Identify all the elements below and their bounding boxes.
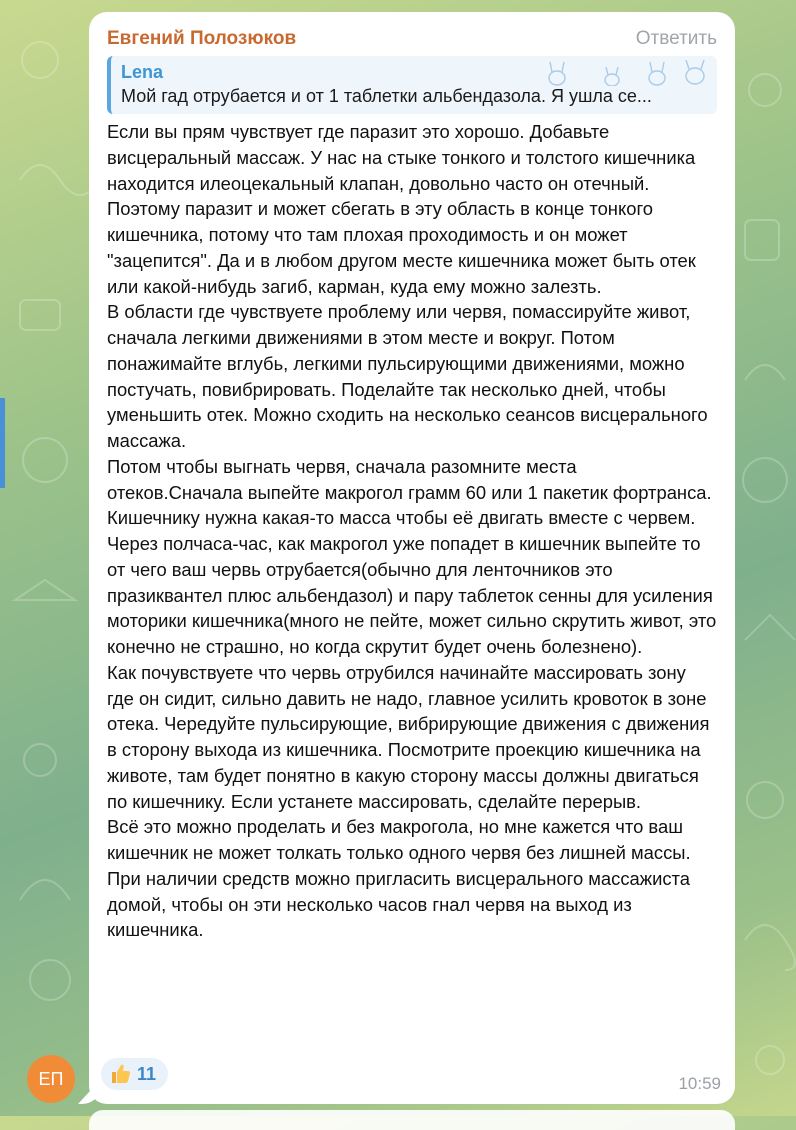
bunny-pattern-icon [537, 60, 707, 86]
message-paragraph: В области где чувствуете проблему или червя, помассируйте живот, сначала легкими движениями в этом месте и вокруг. Потом понажимайте вглубь, легкими пульсирующими движениями, можно постучать, повибрировать. Поделайте так несколько дней, чтобы уменьшить отек. Можно сходить на несколько сеансов висцерального массажа. [107, 301, 708, 451]
message-footer [101, 1058, 721, 1093]
reply-button[interactable]: Ответить [635, 28, 717, 49]
sender-name[interactable]: Евгений Полозюков [107, 28, 297, 49]
reaction-chip[interactable] [101, 1058, 168, 1090]
message-bubble [89, 12, 735, 1104]
thumbs-up-icon [109, 1062, 133, 1086]
reaction-count: 11 [137, 1063, 157, 1084]
left-edge-accent [0, 398, 5, 488]
message-text [107, 119, 717, 943]
quote-text: Мой гад отрубается и от 1 таблетки альбендазола. Я ушла се... [121, 86, 652, 106]
message-header [107, 26, 717, 52]
message-paragraph: Всё это можно проделать и без макрогола, но мне кажется что ваш кишечник не может толкать только одного червя без лишней массы. [107, 816, 691, 863]
message-paragraph: Как почувствуете что червь отрубился начинайте массировать зону где он сидит, сильно давить не надо, главное усилить кровоток в зоне отека. Чередуйте пульсирующие, вибрирующие движения с движения в сторону выхода из кишечника. Посмотрите проекцию кишечника на животе, там будет понятно в какую сторону массы должны двигаться по кишечнику. Если устанете массировать, сделайте перерыв. [107, 661, 710, 812]
quoted-reply[interactable] [107, 56, 717, 114]
avatar[interactable]: ЕП [27, 1055, 75, 1103]
next-message-bubble [89, 1110, 735, 1130]
message-paragraph: Потом чтобы выгнать червя, сначала разомните места отеков.Сначала выпейте макрогол грамм 60 или 1 пакетик фортранса. Кишечнику нужна какая-то масса чтобы её двигать вместе с червем. Через полчаса-час, как макрогол уже попадет в кишечник выпейте то от чего ваш червь отрубается(обычно для ленточников это празиквантел плюс альбендазол) и пару таблеток сенны для усиления моторики кишечника(много не пейте, может сильно скрутить живот, это конечно не страшно, но когда скрутит будет очень болезнено). [107, 455, 717, 657]
message-paragraph: При наличии средств можно пригласить висцерального массажиста домой, чтобы он эти несколько часов гнал червя на выход из кишечника. [107, 867, 690, 941]
quote-author: Lena [121, 62, 164, 82]
message-paragraph: Если вы прям чувствует где паразит это хорошо. Добавьте висцеральный массаж. У нас на стыке тонкого и толстого кишечника находится илеоцекальный клапан, довольно часто он отечный. Поэтому паразит и может сбегать в эту область в конце тонкого кишечника, потому что там плохая проходимость и он может "зацепится". Да и в любом другом месте кишечника может быть отек или какой-нибудь загиб, карман, куда ему можно залезть. [107, 121, 696, 297]
message-time: 10:59 [678, 1074, 721, 1093]
